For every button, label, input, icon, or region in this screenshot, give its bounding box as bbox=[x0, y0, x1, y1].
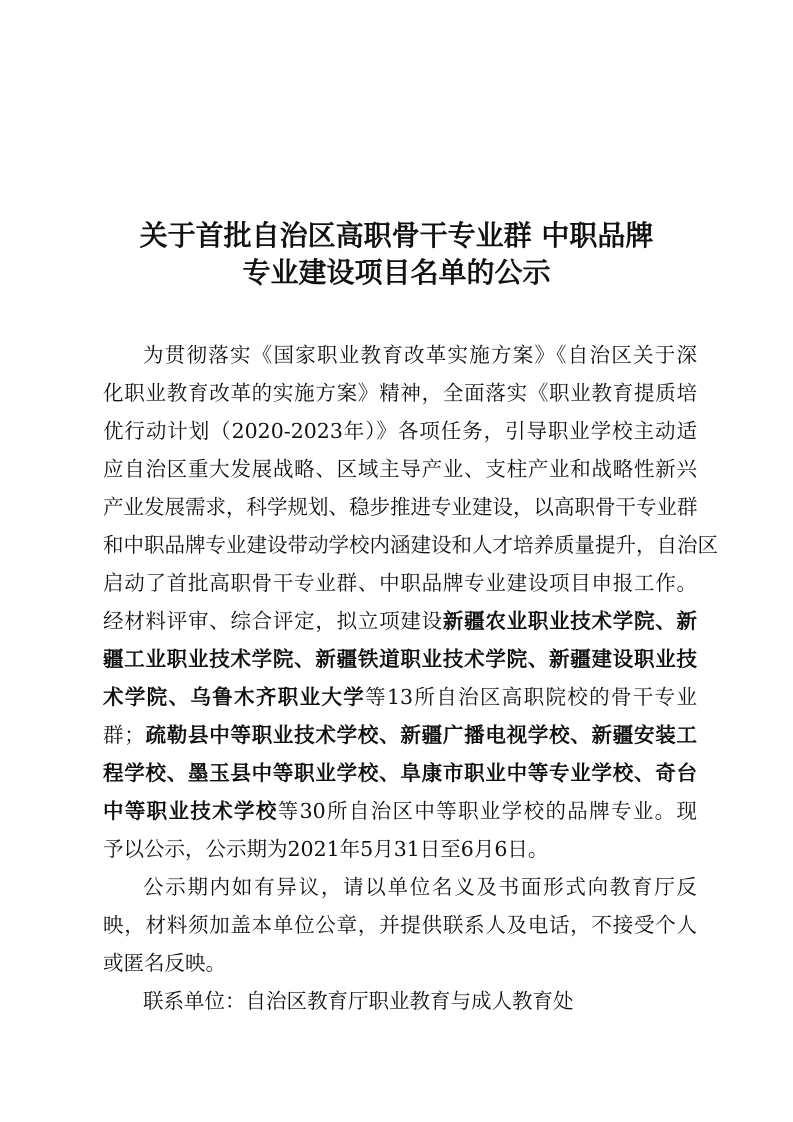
contact-unit: 联系单位：自治区教育厅职业教育与成人教育处 bbox=[143, 989, 574, 1013]
document-title-line-2: 专业建设项目名单的公示 bbox=[242, 256, 551, 289]
school-name-bold: 中等职业技术学校 bbox=[103, 799, 278, 823]
document-title-line-1: 关于首批自治区高职骨干专业群 中职品牌 bbox=[139, 219, 654, 252]
text-span: 等30所自治区中等职业学校的品牌专业。现 bbox=[277, 799, 698, 823]
paragraph-line: 映，材料须加盖本单位公章，并提供联系人及电话，不接受个人 bbox=[103, 913, 697, 937]
paragraph-line: 应自治区重大发展战略、区域主导产业、支柱产业和战略性新兴 bbox=[103, 457, 697, 481]
text-span: 经材料评审、综合评定，拟立项建设 bbox=[103, 609, 443, 633]
paragraph-line bbox=[103, 716, 697, 754]
paragraph-line: 疆工业职业技术学院、新疆铁道职业技术学院、新疆建设职业技 bbox=[103, 647, 697, 671]
paragraph-line: 公示期内如有异议，请以单位名义及书面形式向教育厅反 bbox=[143, 875, 697, 899]
paragraph-line: 程学校、墨玉县中等职业学校、阜康市职业中等专业学校、奇台 bbox=[103, 761, 697, 785]
paragraph-line: 化职业教育改革的实施方案》精神，全面落实《职业教育提质培 bbox=[103, 381, 697, 405]
school-name-bold: 疏勒县中等职业技术学校、新疆广播电视学校、新疆安装工 bbox=[144, 723, 698, 747]
paragraph-line bbox=[103, 678, 697, 716]
paragraph-line: 优行动计划（2020-2023年）》各项任务，引导职业学校主动适 bbox=[103, 419, 697, 443]
text-span: 群； bbox=[103, 723, 145, 747]
school-name-bold: 新疆农业职业技术学院、新 bbox=[442, 609, 698, 633]
paragraph-line: 或匿名反映。 bbox=[103, 951, 226, 975]
text-span: 等13所自治区高职院校的骨干专业 bbox=[365, 685, 698, 709]
paragraph-line: 和中职品牌专业建设带动学校内涵建设和人才培养质量提升，自治区 bbox=[103, 533, 718, 557]
paragraph-line: 启动了首批高职骨干专业群、中职品牌专业建设项目申报工作。 bbox=[103, 571, 697, 595]
paragraph-line bbox=[103, 602, 697, 640]
paragraph-line: 为贯彻落实《国家职业教育改革实施方案》《自治区关于深 bbox=[143, 343, 697, 367]
paragraph-line: 产业发展需求，科学规划、稳步推进专业建设，以高职骨干专业群 bbox=[103, 495, 698, 519]
paragraph-line bbox=[103, 792, 697, 830]
paragraph-line: 予以公示，公示期为2021年5月31日至6月6日。 bbox=[103, 837, 549, 861]
school-name-bold: 术学院、乌鲁木齐职业大学 bbox=[103, 685, 366, 709]
